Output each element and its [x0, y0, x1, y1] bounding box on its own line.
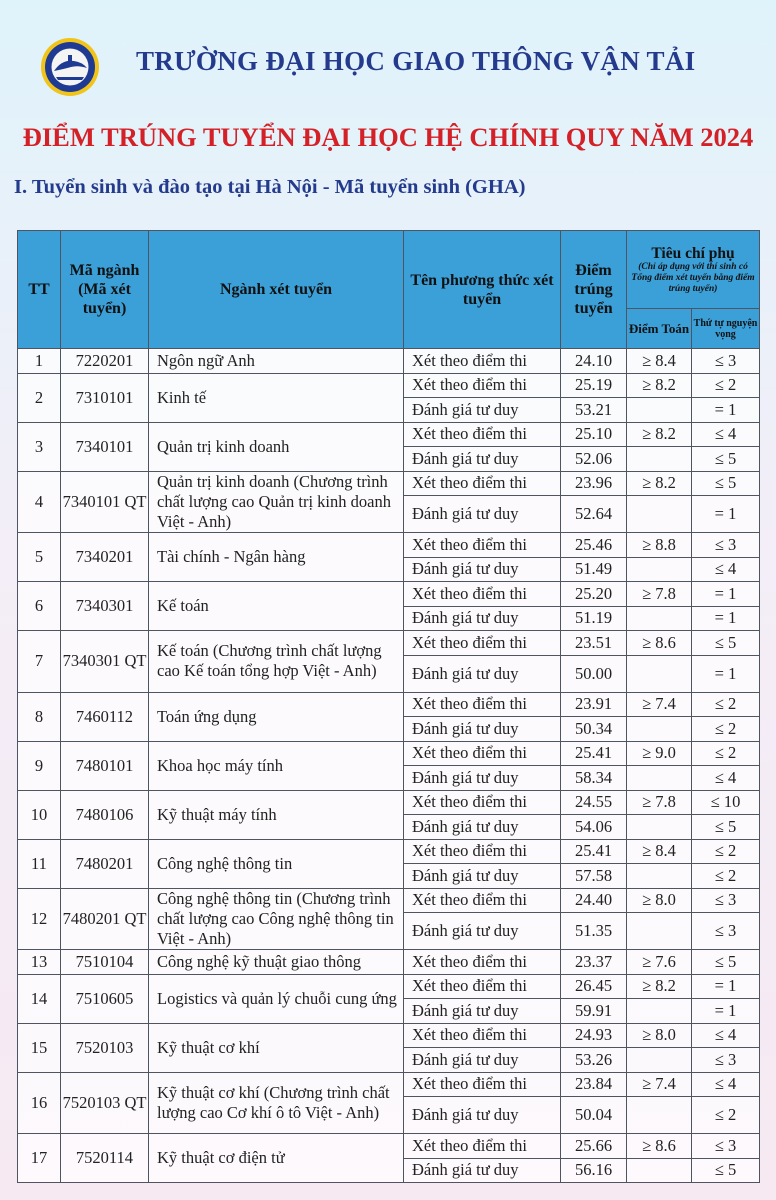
- table-row: [18, 974, 760, 999]
- admission-method: Đánh giá tư duy: [404, 557, 561, 582]
- major-code: 7340101 QT: [61, 471, 149, 533]
- admission-method: Xét theo điểm thi: [404, 950, 561, 975]
- major-name: Quản trị kinh doanh: [149, 422, 404, 471]
- header-secondary-criteria: [627, 231, 760, 309]
- cutoff-score: 23.51: [561, 631, 627, 656]
- admission-method: Xét theo điểm thi: [404, 741, 561, 766]
- major-code: 7480201 QT: [61, 888, 149, 950]
- major-code: 7520103 QT: [61, 1072, 149, 1134]
- math-score-criterion: ≥ 9.0: [627, 741, 692, 766]
- math-score-criterion: ≥ 8.6: [627, 1134, 692, 1159]
- cutoff-score: 23.96: [561, 471, 627, 496]
- table-row: [18, 631, 760, 656]
- admission-method: Xét theo điểm thi: [404, 422, 561, 447]
- preference-order-criterion: ≤ 2: [692, 1097, 760, 1134]
- preference-order-criterion: ≤ 3: [692, 349, 760, 374]
- table-row: [18, 1134, 760, 1159]
- row-number: 8: [18, 692, 61, 741]
- table-row: [18, 790, 760, 815]
- preference-order-criterion: ≤ 3: [692, 533, 760, 558]
- cutoff-score: 25.20: [561, 582, 627, 607]
- math-score-criterion: ≥ 8.4: [627, 839, 692, 864]
- table-row: [18, 582, 760, 607]
- cutoff-score: 56.16: [561, 1158, 627, 1183]
- preference-order-criterion: ≤ 4: [692, 557, 760, 582]
- cutoff-score: 24.55: [561, 790, 627, 815]
- preference-order-criterion: ≤ 4: [692, 766, 760, 791]
- math-score-criterion: ≥ 7.4: [627, 1072, 692, 1097]
- major-name: Tài chính - Ngân hàng: [149, 533, 404, 582]
- admission-method: Xét theo điểm thi: [404, 533, 561, 558]
- preference-order-criterion: ≤ 4: [692, 1072, 760, 1097]
- cutoff-score: 24.40: [561, 888, 627, 913]
- major-name: Công nghệ thông tin (Chương trình chất lượng cao Công nghệ thông tin Việt - Anh): [149, 888, 404, 950]
- header-math-score: Điểm Toán: [627, 309, 692, 349]
- preference-order-criterion: = 1: [692, 974, 760, 999]
- row-number: 7: [18, 631, 61, 693]
- admission-method: Xét theo điểm thi: [404, 888, 561, 913]
- math-score-criterion: ≥ 8.2: [627, 373, 692, 398]
- math-score-criterion: ≥ 7.6: [627, 950, 692, 975]
- preference-order-criterion: ≤ 4: [692, 422, 760, 447]
- section-title: I. Tuyển sinh và đào tạo tại Hà Nội - Mã tuyển sinh (GHA): [14, 176, 526, 198]
- admission-method: Đánh giá tư duy: [404, 1158, 561, 1183]
- cutoff-score: 52.64: [561, 496, 627, 533]
- admission-method: Đánh giá tư duy: [404, 815, 561, 840]
- math-score-criterion: [627, 606, 692, 631]
- table-row: [18, 471, 760, 496]
- major-code: 7480101: [61, 741, 149, 790]
- cutoff-score: 24.93: [561, 1023, 627, 1048]
- header-secondary-criteria-title: Tiêu chí phụ: [651, 244, 735, 262]
- math-score-criterion: [627, 815, 692, 840]
- cutoff-score: 50.00: [561, 655, 627, 692]
- table-row: [18, 533, 760, 558]
- major-code: 7510104: [61, 950, 149, 975]
- row-number: 9: [18, 741, 61, 790]
- preference-order-criterion: ≤ 4: [692, 1023, 760, 1048]
- cutoff-score: 23.91: [561, 692, 627, 717]
- admission-method: Đánh giá tư duy: [404, 398, 561, 423]
- preference-order-criterion: ≤ 2: [692, 741, 760, 766]
- major-code: 7340301: [61, 582, 149, 631]
- table-row: [18, 741, 760, 766]
- admission-method: Đánh giá tư duy: [404, 999, 561, 1024]
- math-score-criterion: [627, 398, 692, 423]
- table-row: [18, 950, 760, 975]
- math-score-criterion: [627, 999, 692, 1024]
- admission-method: Xét theo điểm thi: [404, 582, 561, 607]
- major-name: Kinh tế: [149, 373, 404, 422]
- major-name: Khoa học máy tính: [149, 741, 404, 790]
- major-name: Kỹ thuật cơ khí (Chương trình chất lượng cao Cơ khí ô tô Việt - Anh): [149, 1072, 404, 1134]
- major-code: 7340101: [61, 422, 149, 471]
- admission-method: Xét theo điểm thi: [404, 1023, 561, 1048]
- math-score-criterion: [627, 717, 692, 742]
- row-number: 4: [18, 471, 61, 533]
- row-number: 3: [18, 422, 61, 471]
- major-name: Toán ứng dụng: [149, 692, 404, 741]
- math-score-criterion: [627, 1158, 692, 1183]
- math-score-criterion: [627, 913, 692, 950]
- math-score-criterion: [627, 655, 692, 692]
- cutoff-score: 25.46: [561, 533, 627, 558]
- major-name: Công nghệ kỹ thuật giao thông: [149, 950, 404, 975]
- preference-order-criterion: ≤ 5: [692, 471, 760, 496]
- admission-score-table: [17, 230, 760, 1183]
- math-score-criterion: ≥ 8.0: [627, 888, 692, 913]
- math-score-criterion: ≥ 8.4: [627, 349, 692, 374]
- major-code: 7480201: [61, 839, 149, 888]
- preference-order-criterion: = 1: [692, 398, 760, 423]
- preference-order-criterion: ≤ 3: [692, 913, 760, 950]
- cutoff-score: 58.34: [561, 766, 627, 791]
- preference-order-criterion: ≤ 2: [692, 717, 760, 742]
- admission-method: Đánh giá tư duy: [404, 1048, 561, 1073]
- preference-order-criterion: ≤ 5: [692, 1158, 760, 1183]
- row-number: 10: [18, 790, 61, 839]
- admission-method: Xét theo điểm thi: [404, 839, 561, 864]
- admission-method: Đánh giá tư duy: [404, 913, 561, 950]
- math-score-criterion: ≥ 8.8: [627, 533, 692, 558]
- cutoff-score: 25.19: [561, 373, 627, 398]
- cutoff-score: 53.21: [561, 398, 627, 423]
- major-name: Ngôn ngữ Anh: [149, 349, 404, 374]
- preference-order-criterion: ≤ 5: [692, 950, 760, 975]
- cutoff-score: 25.66: [561, 1134, 627, 1159]
- preference-order-criterion: = 1: [692, 496, 760, 533]
- table-row: [18, 1023, 760, 1048]
- row-number: 11: [18, 839, 61, 888]
- cutoff-score: 51.49: [561, 557, 627, 582]
- preference-order-criterion: ≤ 3: [692, 1134, 760, 1159]
- cutoff-score: 57.58: [561, 864, 627, 889]
- admission-method: Đánh giá tư duy: [404, 1097, 561, 1134]
- math-score-criterion: [627, 766, 692, 791]
- math-score-criterion: [627, 864, 692, 889]
- header-cutoff-score: Điểm trúng tuyển: [561, 231, 627, 349]
- major-code: 7520103: [61, 1023, 149, 1072]
- cutoff-score: 23.37: [561, 950, 627, 975]
- cutoff-score: 23.84: [561, 1072, 627, 1097]
- header-major-code: Mã ngành (Mã xét tuyển): [61, 231, 149, 349]
- row-number: 14: [18, 974, 61, 1023]
- cutoff-score: 51.35: [561, 913, 627, 950]
- preference-order-criterion: ≤ 5: [692, 815, 760, 840]
- major-code: 7480106: [61, 790, 149, 839]
- table-row: [18, 422, 760, 447]
- preference-order-criterion: ≤ 3: [692, 1048, 760, 1073]
- cutoff-score: 25.41: [561, 839, 627, 864]
- preference-order-criterion: = 1: [692, 606, 760, 631]
- math-score-criterion: ≥ 8.2: [627, 471, 692, 496]
- header-major-name: Ngành xét tuyển: [149, 231, 404, 349]
- cutoff-score: 53.26: [561, 1048, 627, 1073]
- math-score-criterion: [627, 447, 692, 472]
- preference-order-criterion: ≤ 2: [692, 373, 760, 398]
- major-name: Logistics và quản lý chuỗi cung ứng: [149, 974, 404, 1023]
- cutoff-score: 51.19: [561, 606, 627, 631]
- major-name: Kế toán: [149, 582, 404, 631]
- table-row: [18, 349, 760, 374]
- major-name: Quản trị kinh doanh (Chương trình chất lượng cao Quản trị kinh doanh Việt - Anh): [149, 471, 404, 533]
- major-code: 7220201: [61, 349, 149, 374]
- row-number: 15: [18, 1023, 61, 1072]
- row-number: 6: [18, 582, 61, 631]
- preference-order-criterion: ≤ 2: [692, 864, 760, 889]
- admission-method: Đánh giá tư duy: [404, 606, 561, 631]
- math-score-criterion: ≥ 8.0: [627, 1023, 692, 1048]
- math-score-criterion: ≥ 8.2: [627, 422, 692, 447]
- admission-method: Xét theo điểm thi: [404, 974, 561, 999]
- cutoff-score: 52.06: [561, 447, 627, 472]
- math-score-criterion: [627, 496, 692, 533]
- page-title: ĐIỂM TRÚNG TUYỂN ĐẠI HỌC HỆ CHÍNH QUY NĂM 2024: [22, 122, 754, 152]
- cutoff-score: 26.45: [561, 974, 627, 999]
- header-secondary-criteria-note: (Chỉ áp dụng với thí sinh có Tổng điểm xét tuyển bằng điểm trúng tuyển): [631, 261, 755, 294]
- cutoff-score: 25.41: [561, 741, 627, 766]
- table-row: [18, 1072, 760, 1097]
- admission-method: Đánh giá tư duy: [404, 717, 561, 742]
- university-name: TRƯỜNG ĐẠI HỌC GIAO THÔNG VẬN TẢI: [136, 46, 696, 76]
- table-row: [18, 888, 760, 913]
- preference-order-criterion: ≤ 10: [692, 790, 760, 815]
- preference-order-criterion: = 1: [692, 999, 760, 1024]
- table-row: [18, 839, 760, 864]
- cutoff-score: 59.91: [561, 999, 627, 1024]
- preference-order-criterion: ≤ 3: [692, 888, 760, 913]
- math-score-criterion: ≥ 7.8: [627, 790, 692, 815]
- admission-method: Đánh giá tư duy: [404, 496, 561, 533]
- row-number: 1: [18, 349, 61, 374]
- cutoff-score: 50.04: [561, 1097, 627, 1134]
- preference-order-criterion: ≤ 5: [692, 631, 760, 656]
- admission-method: Xét theo điểm thi: [404, 631, 561, 656]
- preference-order-criterion: ≤ 2: [692, 692, 760, 717]
- header-preference-order: Thứ tự nguyện vọng: [692, 309, 760, 349]
- major-name: Kỹ thuật cơ khí: [149, 1023, 404, 1072]
- cutoff-score: 50.34: [561, 717, 627, 742]
- header-tt: TT: [18, 231, 61, 349]
- admission-method: Đánh giá tư duy: [404, 766, 561, 791]
- preference-order-criterion: = 1: [692, 655, 760, 692]
- admission-method: Xét theo điểm thi: [404, 373, 561, 398]
- major-name: Kỹ thuật cơ điện tử: [149, 1134, 404, 1183]
- university-logo: [40, 37, 100, 97]
- row-number: 17: [18, 1134, 61, 1183]
- row-number: 16: [18, 1072, 61, 1134]
- major-code: 7310101: [61, 373, 149, 422]
- major-code: 7340201: [61, 533, 149, 582]
- row-number: 12: [18, 888, 61, 950]
- preference-order-criterion: ≤ 5: [692, 447, 760, 472]
- major-code: 7520114: [61, 1134, 149, 1183]
- admission-method: Xét theo điểm thi: [404, 1072, 561, 1097]
- math-score-criterion: [627, 557, 692, 582]
- cutoff-score: 24.10: [561, 349, 627, 374]
- math-score-criterion: ≥ 7.8: [627, 582, 692, 607]
- admission-method: Đánh giá tư duy: [404, 447, 561, 472]
- major-name: Công nghệ thông tin: [149, 839, 404, 888]
- major-code: 7510605: [61, 974, 149, 1023]
- cutoff-score: 54.06: [561, 815, 627, 840]
- math-score-criterion: ≥ 7.4: [627, 692, 692, 717]
- admission-method: Đánh giá tư duy: [404, 655, 561, 692]
- admission-method: Xét theo điểm thi: [404, 692, 561, 717]
- preference-order-criterion: = 1: [692, 582, 760, 607]
- major-code: 7340301 QT: [61, 631, 149, 693]
- math-score-criterion: [627, 1097, 692, 1134]
- admission-method: Xét theo điểm thi: [404, 349, 561, 374]
- major-name: Kỹ thuật máy tính: [149, 790, 404, 839]
- major-name: Kế toán (Chương trình chất lượng cao Kế toán tổng hợp Việt - Anh): [149, 631, 404, 693]
- row-number: 5: [18, 533, 61, 582]
- row-number: 2: [18, 373, 61, 422]
- table-row: [18, 373, 760, 398]
- admission-method: Đánh giá tư duy: [404, 864, 561, 889]
- preference-order-criterion: ≤ 2: [692, 839, 760, 864]
- header-admission-method: Tên phương thức xét tuyển: [404, 231, 561, 349]
- row-number: 13: [18, 950, 61, 975]
- admission-method: Xét theo điểm thi: [404, 1134, 561, 1159]
- major-code: 7460112: [61, 692, 149, 741]
- math-score-criterion: ≥ 8.2: [627, 974, 692, 999]
- table-row: [18, 692, 760, 717]
- admission-method: Xét theo điểm thi: [404, 471, 561, 496]
- admission-method: Xét theo điểm thi: [404, 790, 561, 815]
- math-score-criterion: [627, 1048, 692, 1073]
- cutoff-score: 25.10: [561, 422, 627, 447]
- math-score-criterion: ≥ 8.6: [627, 631, 692, 656]
